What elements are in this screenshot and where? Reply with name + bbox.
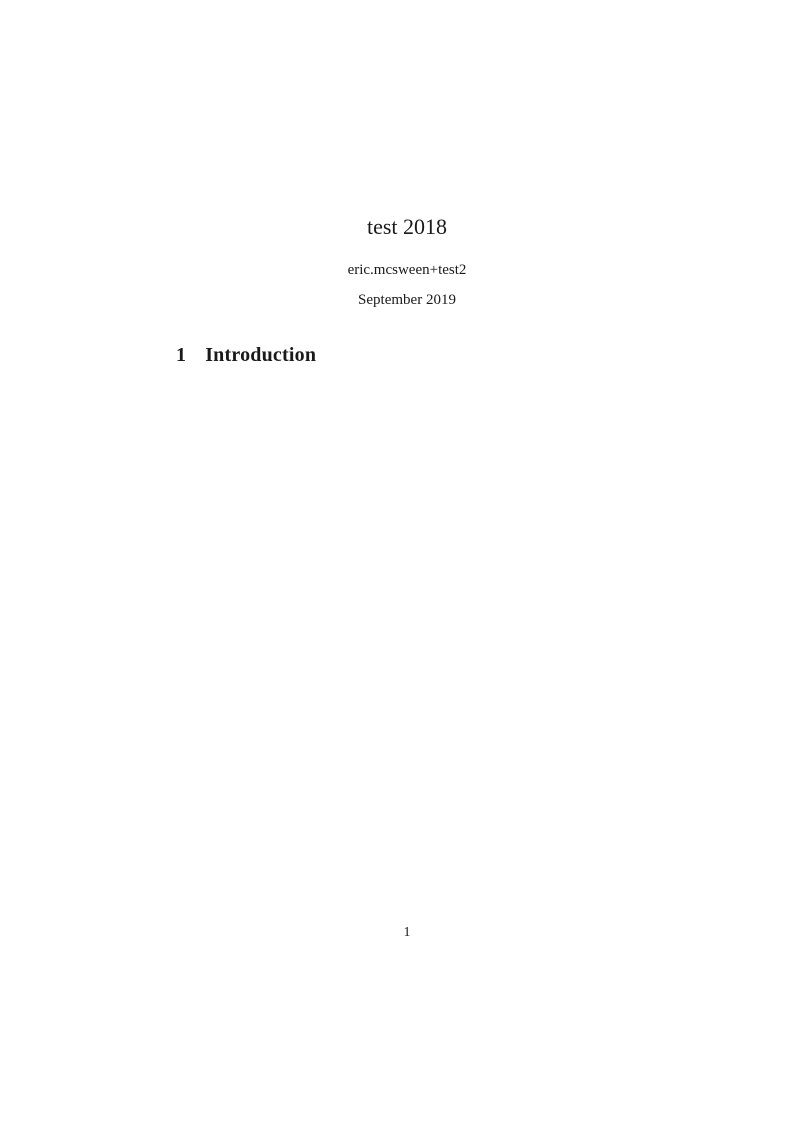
document-author: eric.mcsween+test2 xyxy=(347,262,467,278)
page-number: 1 xyxy=(403,925,411,940)
document-title: test 2018 xyxy=(366,214,448,239)
document-date: September 2019 xyxy=(358,292,456,308)
section-title: Introduction xyxy=(205,344,317,366)
section-heading-introduction xyxy=(176,343,316,367)
section-number: 1 xyxy=(176,344,187,366)
